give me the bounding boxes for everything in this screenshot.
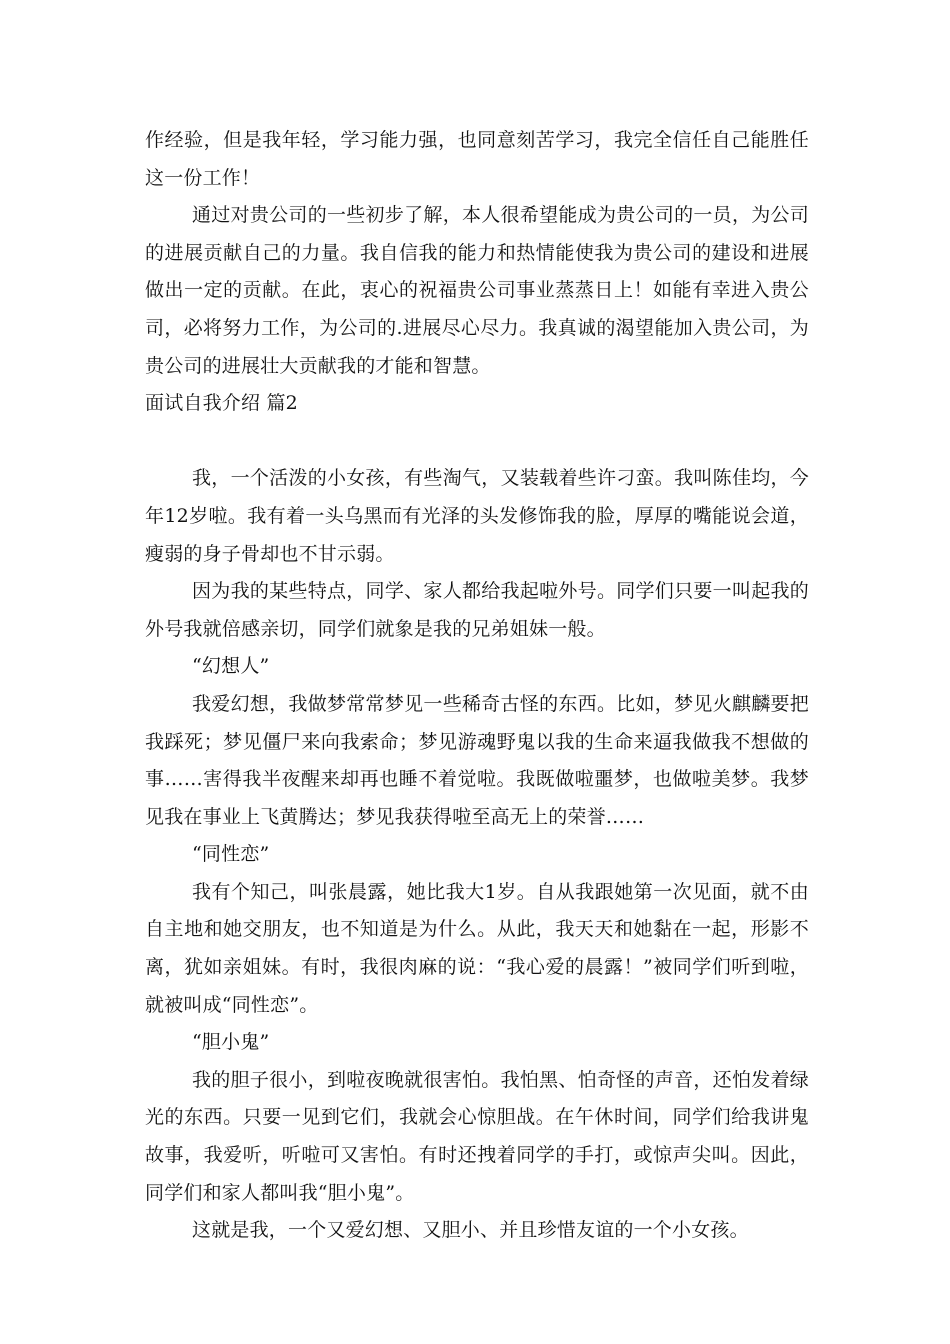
- paragraph-continuation: 作经验，但是我年轻，学习能力强，也同意刻苦学习，我完全信任自己能胜任这一份工作！: [145, 129, 809, 189]
- subheading-coward: “胆小鬼”: [192, 1031, 270, 1054]
- document-body: [145, 122, 809, 1250]
- section-title: 面试自我介绍 篇2: [145, 392, 298, 415]
- subheading-best-friend: “同性恋”: [192, 843, 270, 866]
- paragraph-intro: 我，一个活泼的小女孩，有些淘气，又装载着些许刁蛮。我叫陈佳均，今年12岁啦。我有着一头乌黑而有光泽的头发修饰我的脸，厚厚的嘴能说会道，瘦弱的身子骨却也不甘示弱。: [145, 467, 809, 565]
- paragraph-best-friend: 我有个知己，叫张晨露，她比我大1岁。自从我跟她第一次见面，就不由自主地和她交朋友，也不知道是为什么。从此，我天天和她黏在一起，形影不离，犹如亲姐妹。有时，我很肉麻的说：“我心爱的晨露！”被同学们听到啦，就被叫成“同性恋”。: [145, 880, 809, 1016]
- paragraph-coward: 我的胆子很小，到啦夜晚就很害怕。我怕黑、怕奇怪的声音，还怕发着绿光的东西。只要一见到它们，我就会心惊胆战。在午休时间，同学们给我讲鬼故事，我爱听，听啦可又害怕。有时还拽着同学的手打，或惊声尖叫。因此，同学们和家人都叫我“胆小鬼”。: [145, 1068, 809, 1204]
- paragraph-conclusion: 这就是我，一个又爱幻想、又胆小、并且珍惜友谊的一个小女孩。: [192, 1219, 749, 1242]
- paragraph-nicknames: 因为我的某些特点，同学、家人都给我起啦外号。同学们只要一叫起我的外号我就倍感亲切，同学们就象是我的兄弟姐妹一般。: [145, 580, 809, 640]
- blank-line: [145, 423, 809, 461]
- paragraph-closing: 通过对贵公司的一些初步了解，本人很希望能成为贵公司的一员，为公司的进展贡献自己的力量。我自信我的能力和热情能使我为贵公司的建设和进展做出一定的贡献。在此，衷心的祝福贵公司事业蒸蒸日上！如能有幸进入贵公司，必将努力工作，为公司的.进展尽心尽力。我真诚的渴望能加入贵公司，为贵公司的进展壮大贡献我的才能和智慧。: [145, 204, 809, 377]
- subheading-dreamer: “幻想人”: [192, 655, 270, 678]
- paragraph-dreamer: 我爱幻想，我做梦常常梦见一些稀奇古怪的东西。比如，梦见火麒麟要把我踩死；梦见僵尸来向我索命；梦见游魂野鬼以我的生命来逼我做我不想做的事……害得我半夜醒来却再也睡不着觉啦。我既做啦噩梦，也做啦美梦。我梦见我在事业上飞黄腾达；梦见我获得啦至高无上的荣誉……: [145, 692, 809, 828]
